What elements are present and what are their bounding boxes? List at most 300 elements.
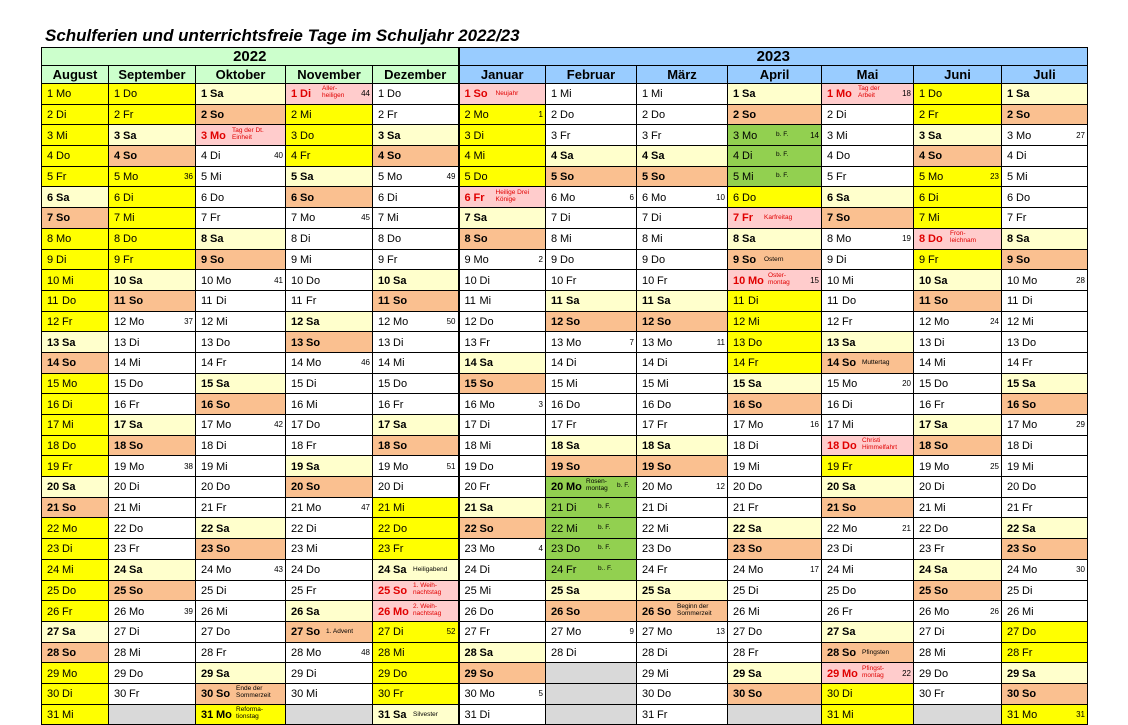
day-cell-september-7 xyxy=(109,208,196,229)
day-cell-juni-26 xyxy=(914,601,1002,622)
day-row xyxy=(42,580,1088,601)
weekday: So xyxy=(651,171,666,184)
day-cell-august-24 xyxy=(42,559,109,580)
day-cell-januar-21 xyxy=(459,497,546,518)
day-cell-januar-4 xyxy=(459,146,546,167)
day-number: 4 xyxy=(919,150,926,163)
day-number: 31 xyxy=(827,708,840,721)
day-number: 18 xyxy=(464,440,477,453)
day-cell-januar-26 xyxy=(459,601,546,622)
day-cell-november-27 xyxy=(286,621,373,642)
day-number: 13 xyxy=(642,336,655,349)
day-number: 3 xyxy=(827,129,834,142)
day-cell-juni-9 xyxy=(914,249,1002,270)
day-cell-november-25 xyxy=(286,580,373,601)
weekday: So xyxy=(216,688,231,701)
holiday-note: 1. Advent xyxy=(326,628,354,636)
day-number: 23 xyxy=(1007,543,1020,556)
day-number: 24 xyxy=(291,564,304,577)
weekday: Fr xyxy=(836,171,847,184)
day-number: 28 xyxy=(551,646,564,659)
day-number: 6 xyxy=(291,191,298,204)
month-header-august: August xyxy=(42,66,109,84)
weekday: Do xyxy=(560,253,575,266)
weekday: Mi xyxy=(928,212,940,225)
weekday: Do xyxy=(129,522,144,535)
day-cell-februar-21 xyxy=(546,497,637,518)
day-number: 7 xyxy=(827,212,834,225)
day-number: 8 xyxy=(919,233,926,246)
day-cell-april-11 xyxy=(728,290,822,311)
weekday: So xyxy=(560,171,575,184)
day-cell-dezember-9 xyxy=(373,249,459,270)
day-number: 22 xyxy=(642,522,655,535)
weekday: Mo xyxy=(836,88,852,101)
weekday: Fr xyxy=(306,584,317,597)
day-cell-januar-27 xyxy=(459,621,546,642)
week-number: 24 xyxy=(990,316,999,326)
day-number: 16 xyxy=(114,398,127,411)
day-cell-september-30 xyxy=(109,683,196,704)
weekday: Mo xyxy=(300,212,316,225)
day-cell-juni-23 xyxy=(914,539,1002,560)
weekday: So xyxy=(473,88,488,101)
day-number: 26 xyxy=(919,605,932,618)
day-cell-februar-12 xyxy=(546,311,637,332)
day-number: 26 xyxy=(291,605,304,618)
month-header-row xyxy=(42,66,1088,84)
day-cell-märz-4 xyxy=(637,146,728,167)
weekday: Sa xyxy=(393,419,407,432)
weekday: So xyxy=(934,584,949,597)
month-header-juni: Juni xyxy=(914,66,1002,84)
weekday: Do xyxy=(306,274,321,287)
day-cell-märz-19 xyxy=(637,456,728,477)
month-header-januar: Januar xyxy=(459,66,546,84)
day-number: 23 xyxy=(378,543,391,556)
day-number: 20 xyxy=(47,481,60,494)
weekday: Mi xyxy=(657,522,669,535)
holiday-note: Reforma- tionstag xyxy=(236,705,264,720)
day-cell-märz-18 xyxy=(637,435,728,456)
day-cell-januar-13 xyxy=(459,332,546,353)
day-number: 7 xyxy=(919,212,926,225)
day-number: 19 xyxy=(919,460,932,473)
day-number: 19 xyxy=(291,460,304,473)
day-number: 17 xyxy=(827,419,840,432)
day-cell-april-9 xyxy=(728,249,822,270)
day-number: 23 xyxy=(551,543,564,556)
weekday: Mi xyxy=(566,522,578,535)
weekday: Do xyxy=(216,626,231,639)
day-number: 11 xyxy=(378,295,390,308)
day-cell-november-21 xyxy=(286,497,373,518)
day-cell-oktober-9 xyxy=(196,249,286,270)
day-cell-august-30 xyxy=(42,683,109,704)
day-number: 8 xyxy=(201,233,208,246)
day-number: 27 xyxy=(464,626,477,639)
day-cell-januar-10 xyxy=(459,270,546,291)
day-cell-märz-17 xyxy=(637,415,728,436)
day-number: 20 xyxy=(642,481,655,494)
day-number: 28 xyxy=(733,646,746,659)
day-number: 3 xyxy=(1007,129,1014,142)
empty-cell xyxy=(914,704,1002,725)
day-cell-februar-15 xyxy=(546,373,637,394)
day-number: 8 xyxy=(291,233,298,246)
day-number: 1 xyxy=(551,88,558,101)
day-cell-dezember-5 xyxy=(373,166,459,187)
weekday: Mo xyxy=(1022,419,1038,432)
day-cell-november-20 xyxy=(286,477,373,498)
day-cell-märz-23 xyxy=(637,539,728,560)
weekday: Fr xyxy=(1022,646,1033,659)
day-cell-februar-18 xyxy=(546,435,637,456)
day-cell-januar-31 xyxy=(459,704,546,725)
day-number: 6 xyxy=(464,191,471,204)
day-number: 23 xyxy=(201,543,214,556)
week-number: 48 xyxy=(361,647,370,657)
weekday: Do xyxy=(842,584,857,597)
day-number: 29 xyxy=(642,667,655,680)
weekday: Do xyxy=(934,667,949,680)
day-cell-januar-29 xyxy=(459,663,546,684)
weekday: Fr xyxy=(566,274,577,287)
weekday: Mi xyxy=(387,212,399,225)
day-number: 30 xyxy=(827,688,840,701)
week-number: 26 xyxy=(990,606,999,616)
weekday: Fr xyxy=(657,564,668,577)
day-cell-mai-22 xyxy=(822,518,914,539)
weekday: Sa xyxy=(934,419,948,432)
day-cell-mai-21 xyxy=(822,497,914,518)
day-number: 17 xyxy=(114,419,127,432)
day-number: 23 xyxy=(733,543,746,556)
day-number: 13 xyxy=(464,336,477,349)
day-cell-juni-5 xyxy=(914,166,1002,187)
day-number: 25 xyxy=(201,584,214,597)
week-number: 25 xyxy=(990,461,999,471)
day-number: 26 xyxy=(378,605,391,618)
day-cell-mai-3 xyxy=(822,125,914,146)
day-number: 28 xyxy=(378,646,391,659)
day-cell-november-11 xyxy=(286,290,373,311)
day-cell-februar-5 xyxy=(546,166,637,187)
day-cell-dezember-31 xyxy=(373,704,459,725)
day-cell-juni-2 xyxy=(914,104,1002,125)
day-number: 25 xyxy=(642,584,655,597)
day-row xyxy=(42,683,1088,704)
weekday: Mo xyxy=(842,522,858,535)
day-number: 7 xyxy=(551,212,558,225)
week-number: 38 xyxy=(184,461,193,471)
weekday: Do xyxy=(479,605,494,618)
day-number: 31 xyxy=(464,708,477,721)
day-cell-märz-24 xyxy=(637,559,728,580)
weekday: Sa xyxy=(129,564,143,577)
day-cell-oktober-27 xyxy=(196,621,286,642)
weekday: Do xyxy=(657,688,672,701)
day-number: 26 xyxy=(201,605,214,618)
day-cell-märz-9 xyxy=(637,249,728,270)
weekday: So xyxy=(123,150,138,163)
day-number: 2 xyxy=(47,109,54,122)
weekday: Mo xyxy=(1016,129,1032,142)
day-number: 14 xyxy=(47,357,60,370)
weekday: Mi xyxy=(300,109,312,122)
month-header-februar: Februar xyxy=(546,66,637,84)
day-number: 8 xyxy=(1007,233,1014,246)
empty-cell xyxy=(546,663,637,684)
weekday: Sa xyxy=(748,522,762,535)
weekday: Fr xyxy=(748,646,759,659)
day-number: 27 xyxy=(551,626,564,639)
day-number: 25 xyxy=(551,584,564,597)
day-number: 5 xyxy=(551,171,558,184)
day-number: 18 xyxy=(47,440,60,453)
weekday: Do xyxy=(657,543,672,556)
day-row xyxy=(42,435,1088,456)
week-number: 49 xyxy=(446,172,456,182)
weekday: Do xyxy=(748,626,763,639)
day-row xyxy=(42,332,1088,353)
day-cell-november-22 xyxy=(286,518,373,539)
weekday: Mo xyxy=(62,667,78,680)
day-number: 31 xyxy=(201,708,214,721)
day-number: 14 xyxy=(1007,357,1020,370)
weekday: Sa xyxy=(1016,233,1030,246)
weekday: Fr xyxy=(479,626,490,639)
day-cell-dezember-21 xyxy=(373,497,459,518)
day-cell-dezember-3 xyxy=(373,125,459,146)
day-number: 13 xyxy=(201,336,214,349)
weekday: Do xyxy=(1022,626,1037,639)
week-number: 51 xyxy=(446,461,456,471)
day-cell-januar-3 xyxy=(459,125,546,146)
day-number: 29 xyxy=(201,667,214,680)
day-number: 2 xyxy=(551,109,558,122)
weekday: Di xyxy=(842,688,853,701)
day-cell-april-5 xyxy=(728,166,822,187)
day-number: 12 xyxy=(114,315,127,328)
holiday-note: Heilige Drei Könige xyxy=(495,188,530,203)
weekday: Di xyxy=(657,357,668,370)
day-cell-oktober-3 xyxy=(196,125,286,146)
weekday: Fr xyxy=(1016,212,1027,225)
day-cell-mai-4 xyxy=(822,146,914,167)
weekday: Sa xyxy=(387,129,401,142)
day-cell-april-20 xyxy=(728,477,822,498)
day-number: 22 xyxy=(551,522,564,535)
day-number: 27 xyxy=(378,626,391,639)
day-cell-august-31 xyxy=(42,704,109,725)
day-cell-april-22 xyxy=(728,518,822,539)
day-cell-september-21 xyxy=(109,497,196,518)
weekday: Do xyxy=(393,667,408,680)
month-header-juli: Juli xyxy=(1002,66,1088,84)
day-cell-juli-14 xyxy=(1002,352,1088,373)
weekday: Di xyxy=(473,129,484,142)
day-cell-juli-29 xyxy=(1002,663,1088,684)
weekday: Fr xyxy=(742,212,753,225)
day-number: 26 xyxy=(827,605,840,618)
day-number: 4 xyxy=(551,150,558,163)
weekday: Fr xyxy=(387,253,398,266)
day-cell-juli-1 xyxy=(1002,84,1088,105)
day-number: 5 xyxy=(201,171,208,184)
day-row xyxy=(42,704,1088,725)
movable-holiday-note: b. F. xyxy=(617,482,630,490)
day-number: 26 xyxy=(733,605,746,618)
weekday: Mo xyxy=(657,336,673,349)
day-cell-dezember-14 xyxy=(373,352,459,373)
day-number: 20 xyxy=(733,481,746,494)
weekday: Di xyxy=(300,233,311,246)
week-number: 43 xyxy=(274,565,283,575)
weekday: Di xyxy=(129,481,140,494)
day-cell-mai-30 xyxy=(822,683,914,704)
day-cell-september-11 xyxy=(109,290,196,311)
day-number: 6 xyxy=(827,191,834,204)
weekday: Do xyxy=(62,584,77,597)
day-number: 14 xyxy=(291,357,304,370)
day-number: 4 xyxy=(291,150,298,163)
day-number: 12 xyxy=(919,315,932,328)
day-cell-september-6 xyxy=(109,187,196,208)
weekday: Fr xyxy=(393,398,404,411)
weekday: Fr xyxy=(473,191,485,204)
weekday: Mi xyxy=(560,233,572,246)
empty-cell xyxy=(728,704,822,725)
day-cell-märz-29 xyxy=(637,663,728,684)
day-number: 19 xyxy=(551,460,564,473)
day-number: 15 xyxy=(919,377,932,390)
day-number: 13 xyxy=(47,336,60,349)
week-number: 21 xyxy=(902,523,911,533)
day-number: 6 xyxy=(47,191,54,204)
weekday: Di xyxy=(129,336,140,349)
weekday: Do xyxy=(56,150,71,163)
week-number: 44 xyxy=(361,89,370,99)
weekday: Mi xyxy=(56,129,68,142)
day-cell-april-26 xyxy=(728,601,822,622)
day-cell-juni-15 xyxy=(914,373,1002,394)
day-number: 7 xyxy=(733,212,740,225)
weekday: Mo xyxy=(836,233,852,246)
weekday: So xyxy=(1022,398,1037,411)
day-cell-november-16 xyxy=(286,394,373,415)
day-row xyxy=(42,249,1088,270)
weekday: Fr xyxy=(842,315,853,328)
day-number: 26 xyxy=(1007,605,1020,618)
day-cell-november-1 xyxy=(286,84,373,105)
day-cell-oktober-20 xyxy=(196,477,286,498)
weekday: Mo xyxy=(473,253,489,266)
weekday: Fr xyxy=(748,502,759,515)
weekday: Mi xyxy=(748,315,760,328)
day-cell-juli-11 xyxy=(1002,290,1088,311)
weekday: Mo xyxy=(928,171,944,184)
weekday: So xyxy=(393,295,408,308)
day-cell-august-8 xyxy=(42,228,109,249)
day-number: 22 xyxy=(1007,522,1020,535)
day-cell-november-23 xyxy=(286,539,373,560)
weekday: So xyxy=(210,253,225,266)
weekday: So xyxy=(210,109,225,122)
day-number: 5 xyxy=(114,171,121,184)
weekday: Di xyxy=(566,502,577,515)
day-cell-januar-15 xyxy=(459,373,546,394)
day-cell-oktober-30 xyxy=(196,683,286,704)
day-number: 31 xyxy=(1007,708,1020,721)
week-number: 40 xyxy=(274,151,283,161)
weekday: Mo xyxy=(123,171,139,184)
week-number: 23 xyxy=(990,172,999,182)
day-cell-dezember-7 xyxy=(373,208,459,229)
day-number: 30 xyxy=(642,688,655,701)
day-number: 10 xyxy=(378,274,391,287)
day-number: 6 xyxy=(551,191,558,204)
weekday: Fr xyxy=(123,109,134,122)
day-number: 11 xyxy=(733,295,745,308)
day-cell-juli-2 xyxy=(1002,104,1088,125)
day-cell-august-28 xyxy=(42,642,109,663)
day-cell-juni-14 xyxy=(914,352,1002,373)
day-number: 31 xyxy=(642,708,655,721)
weekday: So xyxy=(129,440,144,453)
day-cell-august-27 xyxy=(42,621,109,642)
weekday: Mo xyxy=(210,129,226,142)
day-cell-oktober-5 xyxy=(196,166,286,187)
day-cell-mai-7 xyxy=(822,208,914,229)
day-cell-dezember-26 xyxy=(373,601,459,622)
day-number: 25 xyxy=(827,584,840,597)
weekday: Fr xyxy=(129,688,140,701)
day-cell-märz-30 xyxy=(637,683,728,704)
weekday: Fr xyxy=(393,688,404,701)
month-header-dezember: Dezember xyxy=(373,66,459,84)
weekday: Fr xyxy=(387,109,398,122)
day-cell-dezember-27 xyxy=(373,621,459,642)
day-cell-mai-20 xyxy=(822,477,914,498)
weekday: Di xyxy=(842,398,853,411)
weekday: Mi xyxy=(123,212,135,225)
day-cell-september-1 xyxy=(109,84,196,105)
day-cell-juni-21 xyxy=(914,497,1002,518)
day-number: 2 xyxy=(642,109,649,122)
day-number: 4 xyxy=(733,150,740,163)
weekday: Sa xyxy=(1022,667,1036,680)
day-number: 21 xyxy=(291,502,304,515)
holiday-note: Ostern xyxy=(764,255,784,263)
weekday: So xyxy=(842,646,857,659)
day-cell-april-6 xyxy=(728,187,822,208)
day-cell-juni-16 xyxy=(914,394,1002,415)
weekday: Mi xyxy=(479,440,492,453)
weekday: Do xyxy=(123,233,138,246)
day-number: 6 xyxy=(1007,191,1014,204)
weekday: Mi xyxy=(748,460,760,473)
day-cell-dezember-18 xyxy=(373,435,459,456)
day-number: 18 xyxy=(201,440,214,453)
weekday: Do xyxy=(566,543,581,556)
day-number: 8 xyxy=(464,233,471,246)
weekday: Sa xyxy=(479,502,493,515)
year-header-row xyxy=(42,48,1088,66)
week-number: 16 xyxy=(810,420,819,430)
weekday: Fr xyxy=(934,543,945,556)
weekday: Sa xyxy=(393,274,407,287)
